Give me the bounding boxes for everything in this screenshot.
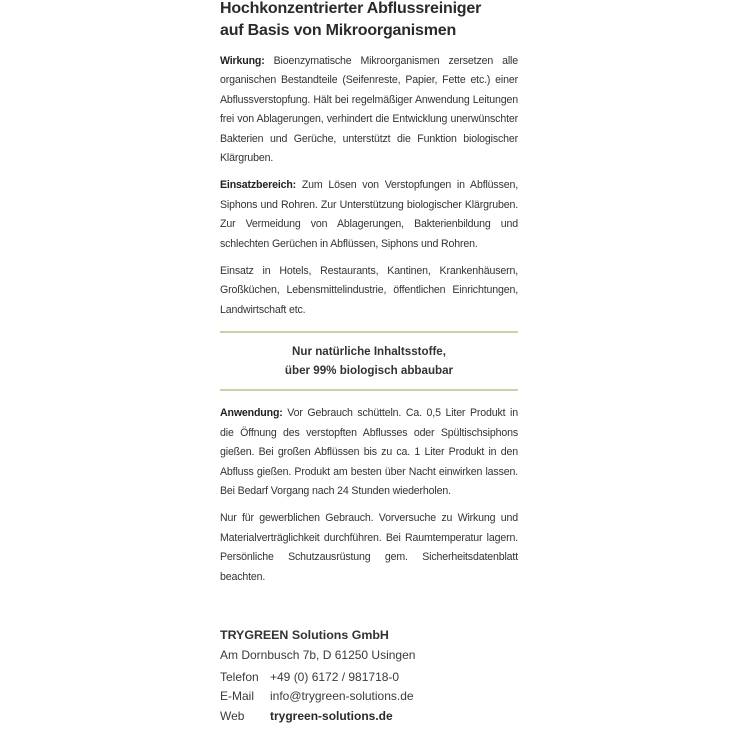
divider-bottom [220,389,518,391]
highlight-line-1: Nur natürliche Inhaltsstoffe, [292,345,446,359]
contact-row-web [220,707,518,727]
anwendung-paragraph [220,404,518,501]
web-label: Web [220,708,245,723]
wirkung-paragraph [220,52,518,168]
company-name: TRYGREEN Solutions GmbH [220,627,389,642]
einsatzbereich-text: Zum Lösen von Verstopfungen in Abflüssen, Siphons und Rohren. Zur Unterstützung biologischer Klärgruben. Zur Vermeidung von Ablagerungen, Bakterienbildung und schlechten Gerüchen in Abflüssen, Siphons und Rohren. [220,179,518,250]
wirkung-text: Bioenzymatische Mikroorganismen zersetzen alle organischen Bestandteile (Seifenreste, Papier, Fette etc.) einer Abflussverstopfung. Hält bei regelmäßiger Anwendung Leitungen frei von Ablagerungen, verhindert die Entwicklung unerwünschter Bakterien und Gerüche, unterstützt die Funktion biologischer Klärgruben. [220,55,518,165]
web-value[interactable]: trygreen-solutions.de [270,708,393,723]
phone-value: +49 (0) 6172 / 981718-0 [270,669,400,684]
einsatz-orte-paragraph: Einsatz in Hotels, Restaurants, Kantinen, Krankenhäusern, Großküchen, Lebensmittelindustrie, öffentlichen Einrichtungen, Landwirtschaft etc. [220,265,518,316]
wirkung-label: Wirkung: [220,55,265,67]
product-title-line-2: auf Basis von Mikroorganismen [220,22,457,39]
email-label: E-Mail [220,689,255,704]
einsatzbereich-label: Einsatzbereich: [220,179,297,192]
product-title [220,0,518,42]
anwendung-text: Vor Gebrauch schütteln. Ca. 0,5 Liter Produkt in die Öffnung des verstopften Abflusses oder Spültischsiphons gießen. Bei großen Abflüssen bis zu ca. 1 Liter Produkt in den Abfluss gießen. Produkt am besten über Nacht einwirken lassen. Bei Bedarf Vorgang nach 24 Stunden wiederholen. [220,407,519,497]
hinweis-paragraph: Nur für gewerblichen Gebrauch. Vorversuche zu Wirkung und Materialverträglichkeit durchführen. Bei Raumtemperatur lagern. Persönliche Schutzausrüstung gem. Sicherheitsdatenblatt beachten. [220,512,518,583]
contact-table [220,668,518,727]
anwendung-label: Anwendung: [220,407,283,420]
highlight-line-2: über 99% biologisch abbaubar [284,364,454,378]
product-info-panel [220,0,518,726]
contact-row-email [220,687,518,707]
contact-row-phone [220,668,518,688]
highlight-box [220,333,518,389]
company-address: Am Dornbusch 7b, D 61250 Usingen [220,647,416,662]
einsatzbereich-paragraph [220,176,518,254]
product-title-line-1: Hochkonzentrierter Abflussreiniger [220,0,482,17]
phone-label: Telefon [220,669,259,684]
email-value[interactable]: info@trygreen-solutions.de [270,689,414,704]
